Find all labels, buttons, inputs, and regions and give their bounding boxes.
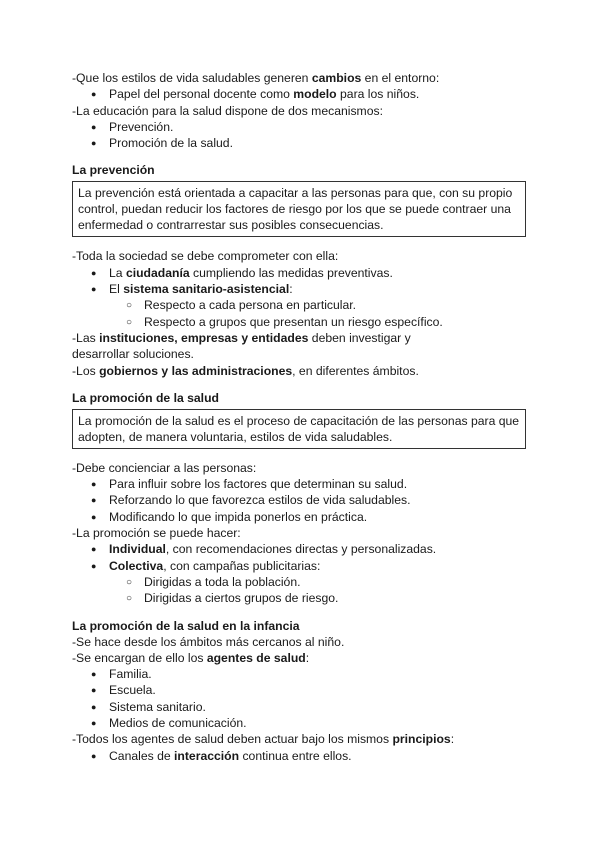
paragraph-line: -Que los estilos de vida saludables generen cambios en el entorno: — [72, 71, 440, 85]
paragraph-line: -Las instituciones, empresas y entidades deben investigar y — [72, 330, 411, 345]
paragraph-line: -La educación para la salud dispone de dos mecanismos: — [72, 103, 383, 118]
bullet-circle-icon: ○ — [126, 300, 133, 312]
sub-bullet-item: ○ Dirigidas a toda la población. — [72, 574, 532, 590]
bullet-item: ● Canales de interacción continua entre ellos. — [91, 748, 352, 763]
bullet-item: ● Colectiva, con campañas publicitarias: — [91, 558, 321, 573]
bullet-disc-icon: ● — [91, 89, 97, 100]
bullet-disc-icon: ● — [91, 495, 97, 506]
bullet-disc-icon: ● — [91, 750, 97, 761]
bullet-circle-icon: ○ — [126, 593, 133, 605]
sub-bullet-item: ○ Respecto a grupos que presentan un riesgo específico. — [72, 314, 532, 330]
sub-bullet-item: ○ Dirigidas a ciertos grupos de riesgo. — [72, 590, 532, 606]
bullet-disc-icon: ● — [91, 718, 97, 729]
bullet-disc-icon: ● — [91, 284, 97, 295]
bullet-item: ● Promoción de la salud. — [91, 136, 233, 151]
bullet-item: ● El sistema sanitario-asistencial: — [91, 282, 293, 297]
paragraph-line: -Se encargan de ello los agentes de salud: — [72, 650, 310, 665]
paragraph-line: -Todos los agentes de salud deben actuar bajo los mismos principios: — [72, 732, 455, 747]
bullet-disc-icon: ● — [91, 138, 97, 149]
bullet-item: ● Sistema sanitario. — [91, 699, 206, 714]
bullet-disc-icon: ● — [91, 685, 97, 696]
bullet-disc-icon: ● — [91, 121, 97, 132]
bullet-circle-icon: ○ — [126, 316, 133, 328]
bullet-disc-icon: ● — [91, 267, 97, 278]
bullet-item: ● Prevención. — [91, 119, 174, 134]
document-page — [72, 70, 532, 764]
paragraph-line: -Debe concienciar a las personas: — [72, 460, 257, 475]
bullet-disc-icon: ● — [91, 511, 97, 522]
paragraph-line: -Toda la sociedad se debe comprometer con ella: — [72, 249, 339, 264]
bullet-disc-icon: ● — [91, 479, 97, 490]
bullet-item: ● Reforzando lo que favorezca estilos de vida saludables. — [91, 493, 411, 508]
bullet-item: ● Para influir sobre los factores que determinan su salud. — [91, 477, 408, 492]
definition-box-promocion: La promoción de la salud es el proceso de capacitación de las personas para que adopten, de manera voluntaria, estilos de vida saludables. — [72, 409, 526, 449]
bullet-disc-icon: ● — [91, 701, 97, 712]
bullet-item: ● Modificando lo que impida ponerlos en práctica. — [91, 509, 368, 524]
bullet-item: ● Familia. — [91, 667, 152, 682]
paragraph-line: -Los gobiernos y las administraciones, en diferentes ámbitos. — [72, 363, 419, 378]
bullet-circle-icon: ○ — [126, 576, 133, 588]
section-heading-infancia: La promoción de la salud en la infancia — [72, 618, 300, 633]
paragraph-line: -La promoción se puede hacer: — [72, 526, 241, 541]
paragraph-line: -Se hace desde los ámbitos más cercanos al niño. — [72, 634, 345, 649]
bullet-item: ● Medios de comunicación. — [91, 716, 247, 731]
paragraph-line: desarrollar soluciones. — [72, 347, 194, 362]
bullet-item: ● La ciudadanía cumpliendo las medidas preventivas. — [91, 265, 393, 280]
bullet-item: ● Escuela. — [91, 683, 156, 698]
section-heading-prevencion: La prevención — [72, 163, 155, 178]
bullet-disc-icon: ● — [91, 544, 97, 555]
bullet-item: ● Papel del personal docente como modelo para los niños. — [91, 87, 420, 102]
sub-bullet-item: ○ Respecto a cada persona en particular. — [72, 297, 532, 313]
bullet-item: ● Individual, con recomendaciones directas y personalizadas. — [91, 542, 437, 557]
bullet-disc-icon: ● — [91, 669, 97, 680]
bullet-disc-icon: ● — [91, 560, 97, 571]
definition-box-prevencion: La prevención está orientada a capacitar a las personas para que, con su propio control, puedan reducir los factores de riesgo por los que se puede contraer una enfermedad o contrarrestar sus posibles consecuencias. — [72, 181, 526, 237]
section-heading-promocion: La promoción de la salud — [72, 390, 219, 405]
